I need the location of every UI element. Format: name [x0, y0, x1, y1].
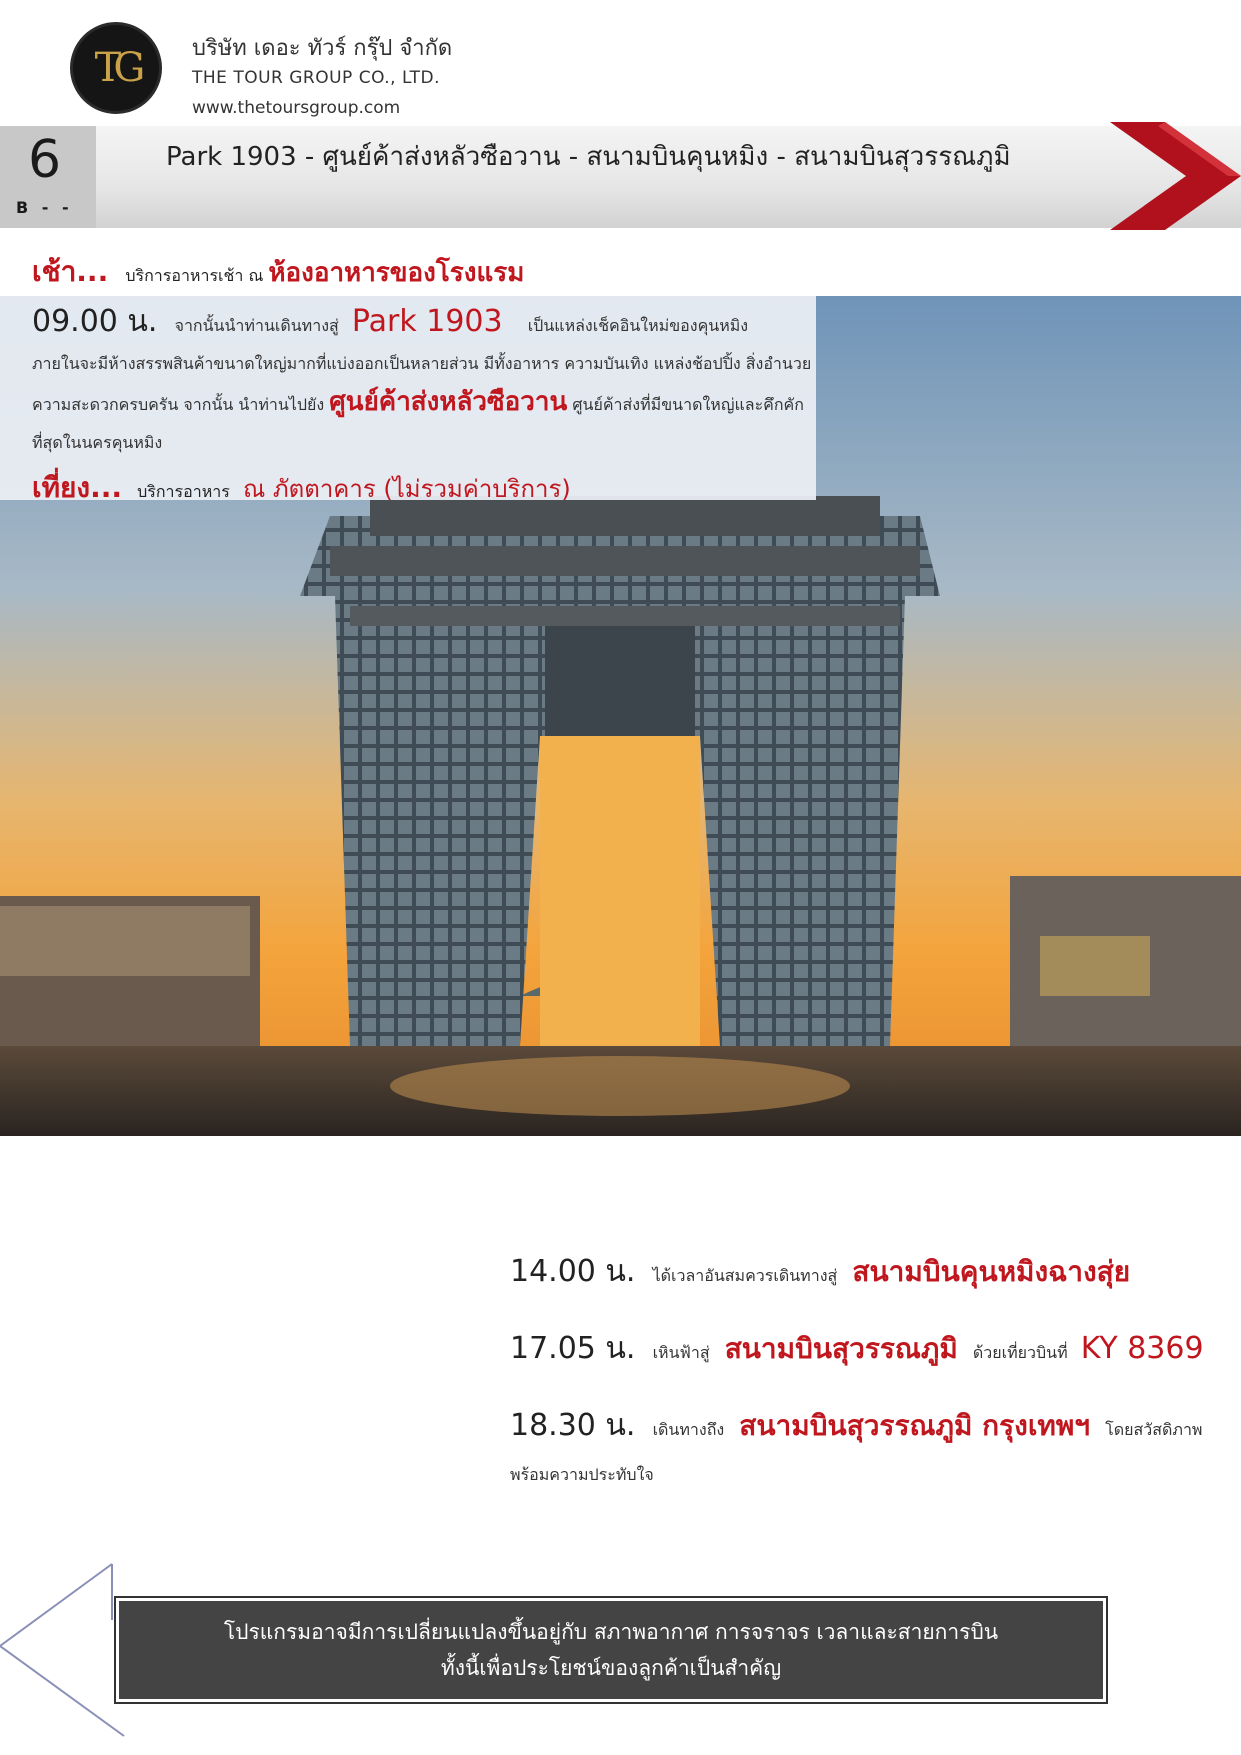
activity-text-after: เป็นแหล่งเช็คอินใหม่ของคุนหมิง: [527, 316, 749, 335]
item-text-3: พร้อมความประทับใจ: [510, 1465, 654, 1484]
itinerary-item: [510, 1402, 1210, 1488]
item-text-2: โดยสวัสดิภาพ: [1105, 1420, 1203, 1439]
flight-number: KY 8369: [1080, 1331, 1204, 1366]
morning-line: [32, 250, 524, 294]
activity-place: Park 1903: [351, 304, 503, 339]
activity-0900-block: [32, 298, 812, 510]
activity-time: 09.00 น.: [32, 304, 158, 339]
company-name-english: THE TOUR GROUP CO., LTD.: [192, 68, 440, 88]
morning-label: เช้า...: [32, 255, 109, 288]
item-place: สนามบินสุวรรณภูมิ กรุงเทพฯ: [739, 1409, 1091, 1442]
item-text-2: ด้วยเที่ยวบินที่: [972, 1343, 1068, 1362]
arrow-left-outline-icon: [0, 1560, 130, 1740]
logo-monogram: TG: [94, 45, 138, 91]
item-place: สนามบินคุนหมิงฉางสุ่ย: [852, 1255, 1131, 1288]
notice-line-1: โปรแกรมอาจมีการเปลี่ยนแปลงขึ้นอยู่กับ สภาพอากาศ การจราจร เวลาและสายการบิน: [223, 1620, 999, 1644]
lunch-line: [32, 466, 812, 510]
day-title: Park 1903 - ศูนย์ค้าส่งหลัวซือวาน - สนามบินคุนหมิง - สนามบินสุวรรณภูมิ: [166, 142, 1011, 172]
item-time: 14.00 น.: [510, 1254, 636, 1289]
item-text: เหินฟ้าสู่: [652, 1343, 710, 1362]
notice-box: [116, 1598, 1106, 1702]
item-text: เดินทางถึง: [652, 1420, 725, 1439]
day-number: 6: [28, 130, 62, 190]
activity-place-2: ศูนย์ค้าส่งหลัวซือวาน: [329, 387, 568, 417]
lunch-label: เที่ยง...: [32, 471, 123, 504]
activity-paragraph-2: ศูนย์ค้าส่งที่มีขนาดใหญ่และคึกคักที่สุดในนครคุนหมิง: [32, 395, 804, 452]
item-time: 17.05 น.: [510, 1331, 636, 1366]
itinerary-list: [510, 1248, 1210, 1518]
company-logo: [70, 22, 162, 114]
item-time: 18.30 น.: [510, 1408, 636, 1443]
day-meals: B - -: [16, 198, 73, 217]
notice-line-2: ทั้งนี้เพื่อประโยชน์ของลูกค้าเป็นสำคัญ: [440, 1656, 782, 1680]
item-text: ได้เวลาอันสมควรเดินทางสู่: [652, 1266, 838, 1285]
chevron-right-icon: [1110, 122, 1241, 230]
morning-text: บริการอาหารเช้า ณ: [125, 266, 264, 285]
company-website: www.thetoursgroup.com: [192, 98, 401, 118]
item-place: สนามบินสุวรรณภูมิ: [724, 1332, 958, 1365]
company-name-thai: บริษัท เดอะ ทัวร์ กรุ๊ป จำกัด: [192, 36, 453, 61]
lunch-place: ณ ภัตตาคาร (ไม่รวมค่าบริการ): [242, 475, 571, 503]
morning-place: ห้องอาหารของโรงแรม: [268, 258, 525, 288]
activity-text-before: จากนั้นนำท่านเดินทางสู่: [174, 316, 339, 335]
lunch-text: บริการอาหาร: [137, 482, 230, 501]
itinerary-item: [510, 1248, 1210, 1295]
activity-paragraph-1: ภายในจะมีห้างสรรพสินค้าขนาดใหญ่มากที่แบ่งออกเป็นหลายส่วน มีทั้งอาหาร ความบันเทิง แหล่งช้อปปิ้ง สิ่งอำนวยความสะดวกครบครัน จากนั้น นำท่านไปยัง: [32, 354, 812, 414]
itinerary-item: [510, 1325, 1210, 1372]
